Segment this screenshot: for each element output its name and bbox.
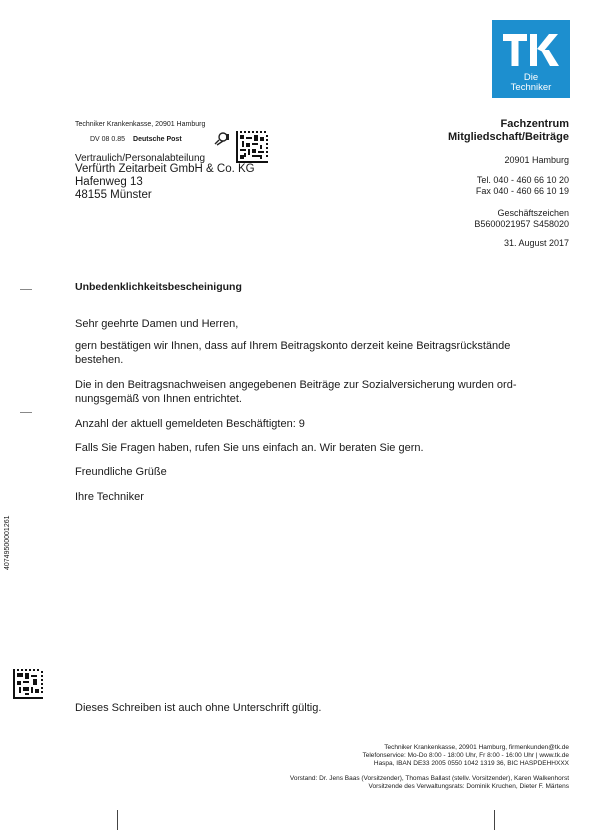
letter-p1-line2: bestehen. [75,354,124,366]
logo-line-2: Techniker [510,82,552,93]
recipient-city: 48155 Münster [75,189,152,201]
scan-line-left [117,810,118,830]
recipient-confidential: Vertraulich/Personalabteilung [75,153,206,164]
footer-line-5: Vorsitzende des Verwaltungsrats: Dominik Kruchen, Dieter F. Märtens [368,783,569,790]
office-tel: Tel. 040 - 460 66 10 20 [476,175,569,185]
tk-logo [492,20,570,98]
postage-carrier: Deutsche Post [133,136,182,143]
logo-line-1: Die [523,72,539,83]
recipient-street: Hafenweg 13 [75,176,143,188]
posthorn-icon [214,132,230,146]
letter-validity: Dieses Schreiben ist auch ohne Unterschrift gültig. [75,702,322,714]
scan-line-right [494,810,495,830]
side-datamatrix-icon [13,669,43,699]
letter-subject: Unbedenklichkeitsbescheinigung [75,281,242,293]
recipient-company: Verfürth Zeitarbeit GmbH & Co. KG [75,163,255,175]
letter-signature: Ihre Techniker [75,491,144,503]
office-ref-value: B5600021957 S458020 [474,219,569,229]
letter-p4: Falls Sie Fragen haben, rufen Sie uns einfach an. Wir beraten Sie gern. [75,442,424,454]
datamatrix-code-icon [236,131,268,163]
office-fax: Fax 040 - 460 66 10 19 [475,186,569,196]
footer-line-4: Vorstand: Dr. Jens Baas (Vorsitzender), Thomas Ballast (stellv. Vorsitzender), Karen Walkenhorst [289,775,569,782]
office-dept-2: Mitgliedschaft/Beiträge [447,131,569,143]
letter-salutation: Sehr geehrte Damen und Herren, [75,318,239,330]
footer-line-1: Techniker Krankenkasse, 20901 Hamburg, firmenkunden@tk.de [384,744,569,751]
office-city: 20901 Hamburg [504,155,569,165]
side-document-number: 40749500001261 [4,515,11,570]
office-dept-1: Fachzentrum [500,118,569,130]
tk-logo-mark-icon [503,34,559,68]
postage-code: DV 08 0.85 [90,136,126,143]
fold-mark-top [20,289,32,290]
letter-date: 31. August 2017 [503,238,569,248]
footer-line-2: Telefonservice: Mo-Do 8:00 - 18:00 Uhr, Fr 8:00 - 16:00 Uhr | www.tk.de [362,752,569,759]
fold-mark-middle [20,412,32,413]
letter-p2-line1: Die in den Beitragsnachweisen angegebenen Beiträge zur Sozialversicherung wurden ord- [75,379,517,391]
letter-p2-line2: nungsgemäß von Ihnen entrichtet. [75,393,242,405]
letter-closing: Freundliche Grüße [75,466,167,478]
sender-line: Techniker Krankenkasse, 20901 Hamburg [75,121,206,128]
letter-p3: Anzahl der aktuell gemeldeten Beschäftigten: 9 [75,418,305,430]
office-ref-label: Geschäftszeichen [497,208,569,218]
letter-p1-line1: gern bestätigen wir Ihnen, dass auf Ihrem Beitragskonto derzeit keine Beitragsrückstände [75,340,511,352]
postage-line [90,136,182,143]
footer-line-3: Haspa, IBAN DE33 2005 0550 1042 1319 36, BIC HASPDEHHXXX [373,760,569,767]
